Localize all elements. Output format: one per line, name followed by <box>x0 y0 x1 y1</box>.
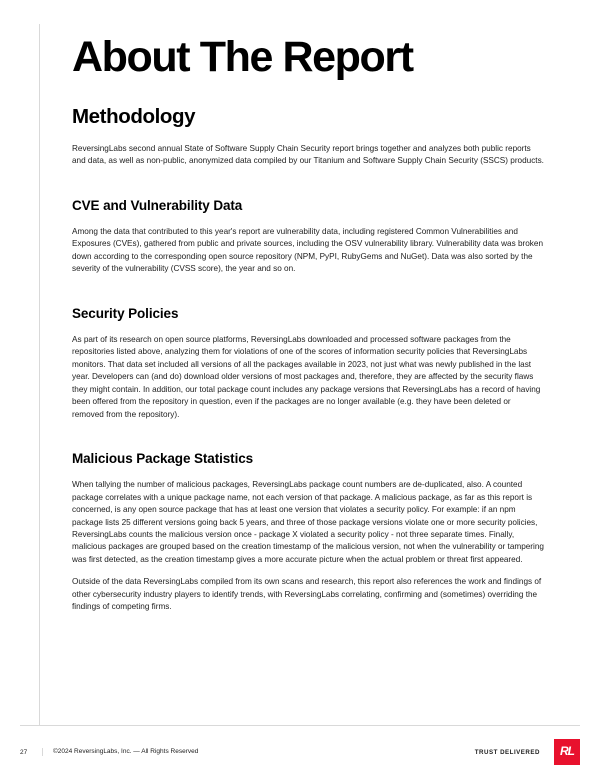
footer-divider <box>20 725 580 726</box>
section-heading-cve-and-vulnerability-data: CVE and Vulnerability Data <box>72 197 243 213</box>
logo-label: RL <box>560 744 574 758</box>
section-heading-security-policies: Security Policies <box>72 305 179 321</box>
copyright-notice: ©2024 ReversingLabs, Inc. — All Rights Reserved <box>42 748 198 756</box>
reversinglabs-logo <box>554 739 580 765</box>
document-content <box>72 33 544 614</box>
paragraph-methodology-1: ReversingLabs second annual State of Software Supply Chain Security report brings together and analyzes both public reports and data, as well as non-public, anonymized data compiled by our Titanium and Software Supply Chain Security (SSCS) products. <box>72 144 544 166</box>
paragraph-cve-1: Among the data that contributed to this year's report are vulnerability data, including registered Common Vulnerabilities and Exposures (CVEs), gathered from public and private sources, including the OSV vulnerability library. Vulnerability data was broken down according to the corresponding open source repository (NPM, PyPI, RubyGems and NuGet). Data was also sorted by the severity of the vulnerability (CVSS score), the year and so on. <box>72 226 544 274</box>
paragraph-malicious-1: When tallying the number of malicious packages, ReversingLabs package count numbers are de-duplicated, also. A counted package correlates with a unique package name, not each version of that package. A malicious package, as far as this report is concerned, is any open source package that has at least one version that violates a security policy. For example: if an npm package lists 25 different versions going back 5 years, and three of those package versions violate one or more security policies, ReversingLabs counts the malicious version once - package X violated a security policy - not three separate times. Finally, malicious packages are grouped based on the creation timestamp of the malicious version, not when the vulnerability or tampering was first detected, as the creation timestamp gives a more accurate picture when the actual problem or threat first appeared. <box>72 480 544 564</box>
section-heading-malicious-package-statistics: Malicious Package Statistics <box>72 451 254 467</box>
page-footer <box>0 725 600 777</box>
footer-tagline: TRUST DELIVERED <box>474 748 540 756</box>
left-margin-rule <box>39 24 40 725</box>
page-title: About The Report <box>72 33 413 81</box>
paragraph-security-policies-1: As part of its research on open source platforms, ReversingLabs downloaded and processed software packages from the repositories listed above, analyzing them for violations of one of the scores of information security policies that ReversingLabs monitors. That data set included all versions of all the packages available in 2023, not just what was newly published in the last year. Developers can (and do) download older versions of most packages and, therefore, they are affected by the security flaws they might contain. In addition, our total package count includes any package versions that ReversingLabs has a record of having been offered from the repository in question, even if the packages are no longer available (e.g. they have been deleted or removed from the repository). <box>72 334 541 419</box>
paragraph-malicious-2: Outside of the data ReversingLabs compiled from its own scans and research, this report also references the work and findings of other cybersecurity industry players to identify trends, with ReversingLabs correlating, confirming and (sometimes) overriding the findings of competing firms. <box>72 577 542 612</box>
section-heading-methodology: Methodology <box>72 105 196 128</box>
page-number: 27 <box>20 748 28 756</box>
